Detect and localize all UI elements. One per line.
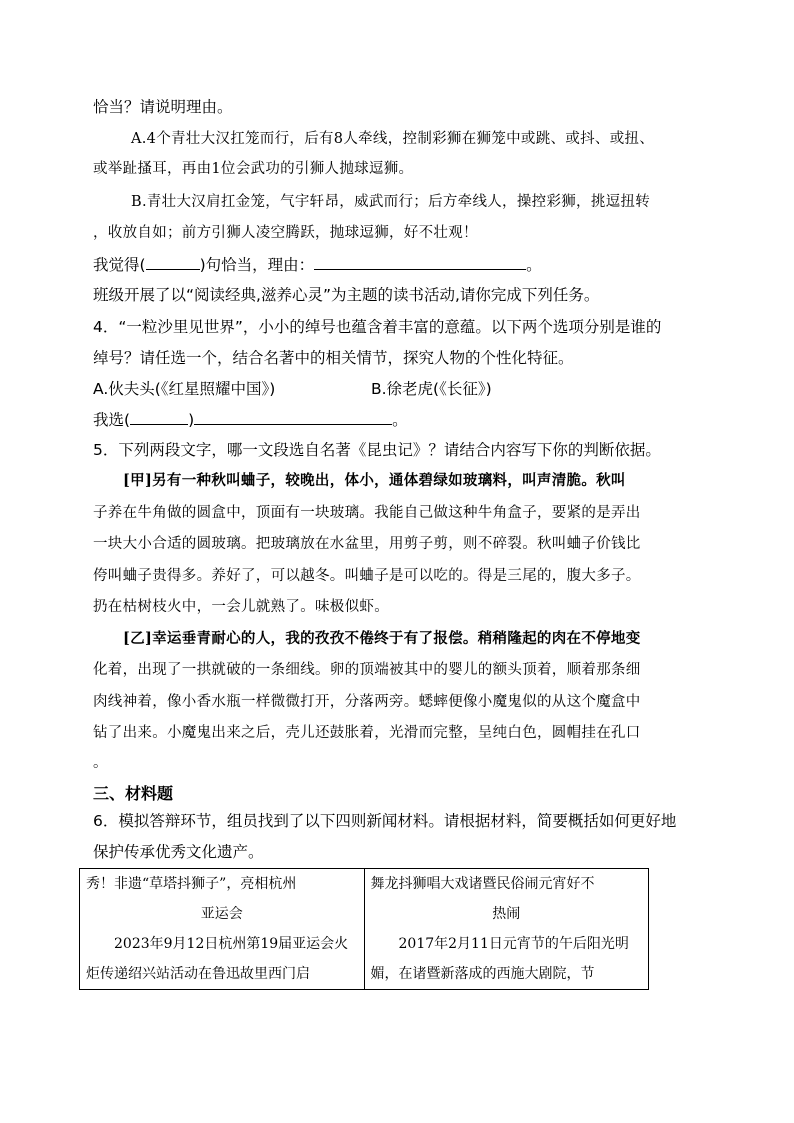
answer4-prefix: 我选(	[93, 411, 131, 429]
passage-jia-line-4: 侉叫蛐子贵得多。养好了，可以越冬。叫蛐子是可以吃的。得是三尾的，腹大多子。	[93, 568, 641, 584]
news-material-table	[79, 868, 649, 990]
passage-jia-line-1: [甲]另有一种秋叫蛐子，较晚出，体小，通体碧绿如玻璃料，叫声清脆。秋叫	[123, 472, 626, 489]
left-news-body-2: 炬传递绍兴站活动在鲁迅故里西门启	[86, 966, 310, 982]
answer-line-4	[93, 408, 408, 431]
right-news-body-1: 2017年2月11日元宵节的午后阳光明	[398, 936, 629, 952]
q6-line-1: 6．模拟答辩环节，组员找到了以下四则新闻材料。请根据材料，简要概括如何更好地	[93, 812, 677, 830]
q4-line-1: 4．“一粒沙里见世界”，小小的绰号也蕴含着丰富的意蕴。以下两个选项分别是谁的	[93, 318, 662, 336]
answer-mid: )句恰当，理由：	[199, 256, 315, 274]
q3-tail: 恰当？请说明理由。	[93, 98, 233, 116]
passage-yi-line-5: 。	[93, 755, 108, 771]
passage-yi-line-3: 肉线神着，像小香水瓶一样微微打开，分落两旁。蟋蟀便像小魔鬼似的从这个魔盒中	[93, 694, 641, 710]
option-a-line-2: 或举趾搔耳，再由1位会武功的引狮人抛球逗狮。	[93, 161, 414, 177]
q4-line-2: 绰号？请任选一个，结合名著中的相关情节，探究人物的个性化特征。	[93, 349, 574, 367]
option-b-line-1: B.青壮大汉肩扛金笼，气宇轩昂，威武而行；后方牵线人，操控彩狮，挑逗扭转	[131, 194, 651, 210]
left-news-cell	[80, 869, 365, 990]
answer-line-3	[93, 253, 542, 276]
section-heading: 三、材料题	[93, 784, 174, 803]
option-b-line-2: ，收放自如；前方引狮人凌空腾跃，抛球逗狮，好不壮观！	[93, 225, 478, 241]
passage-jia-line-5: 扔在枯树枝火中，一会儿就熟了。味极似虾。	[93, 599, 389, 615]
answer4-blank-reason[interactable]	[194, 408, 392, 425]
answer4-mid: )	[188, 411, 195, 429]
right-news-cell	[364, 869, 649, 990]
passage-yi-line-2: 化着，出现了一拱就破的一条细线。卵的顶端被其中的婴儿的额头顶着，顺着那条细	[93, 662, 641, 678]
answer4-blank-choice[interactable]	[130, 408, 188, 425]
q6-line-2: 保护传承优秀文化遗产。	[93, 843, 264, 861]
answer4-end: 。	[392, 411, 408, 429]
passage-jia-line-2: 子养在牛角做的圆盒中，顶面有一块玻璃。我能自己做这种牛角盒子，要紧的是弄出	[93, 505, 641, 521]
answer-end: 。	[526, 256, 542, 274]
answer-blank-choice[interactable]	[146, 253, 200, 270]
passage-jia-line-3: 一块大小合适的圆玻璃。把玻璃放在水盆里，用剪子剪，则不碎裂。秋叫蛐子价钱比	[93, 536, 641, 552]
right-news-title-1: 舞龙抖狮唱大戏诸暨民俗闹元宵好不	[370, 876, 595, 892]
answer-blank-reason[interactable]	[314, 253, 526, 270]
q5-prompt: 5．下列两段文字，哪一文段选自名著《昆虫记》？请结合内容写下你的判断依据。	[93, 441, 661, 459]
passage-yi-line-4: 钻了出来。小魔鬼出来之后，壳儿还鼓胀着，光滑而完整，呈纯白色，圆帽挂在孔口	[93, 725, 641, 741]
q4-option-b: B.徐老虎(《长征》)	[371, 380, 492, 398]
left-news-body-1: 2023年9月12日杭州第19届亚运会火	[114, 936, 349, 952]
right-news-body-2: 媚，在诸暨新落成的西施大剧院，节	[370, 966, 595, 982]
option-a-line-1: A.4个青壮大汉扛笼而行，后有8人牵线，控制彩狮在狮笼中或跳、或抖、或扭、	[131, 131, 655, 147]
passage-yi-line-1: [乙]幸运垂青耐心的人，我的孜孜不倦终于有了报偿。稍稍隆起的肉在不停地变	[123, 630, 641, 647]
left-news-title-1: 秀！非遗“草塔抖狮子”，亮相杭州	[86, 876, 297, 892]
answer-prefix: 我觉得(	[93, 256, 146, 274]
activity-intro: 班级开展了以“阅读经典,滋养心灵”为主题的读书活动,请你完成下列任务。	[93, 286, 600, 304]
right-news-title-2: 热闹	[492, 906, 521, 922]
left-news-title-2: 亚运会	[200, 906, 243, 922]
q4-option-a: A.伙夫头(《红星照耀中国》)	[93, 380, 276, 398]
